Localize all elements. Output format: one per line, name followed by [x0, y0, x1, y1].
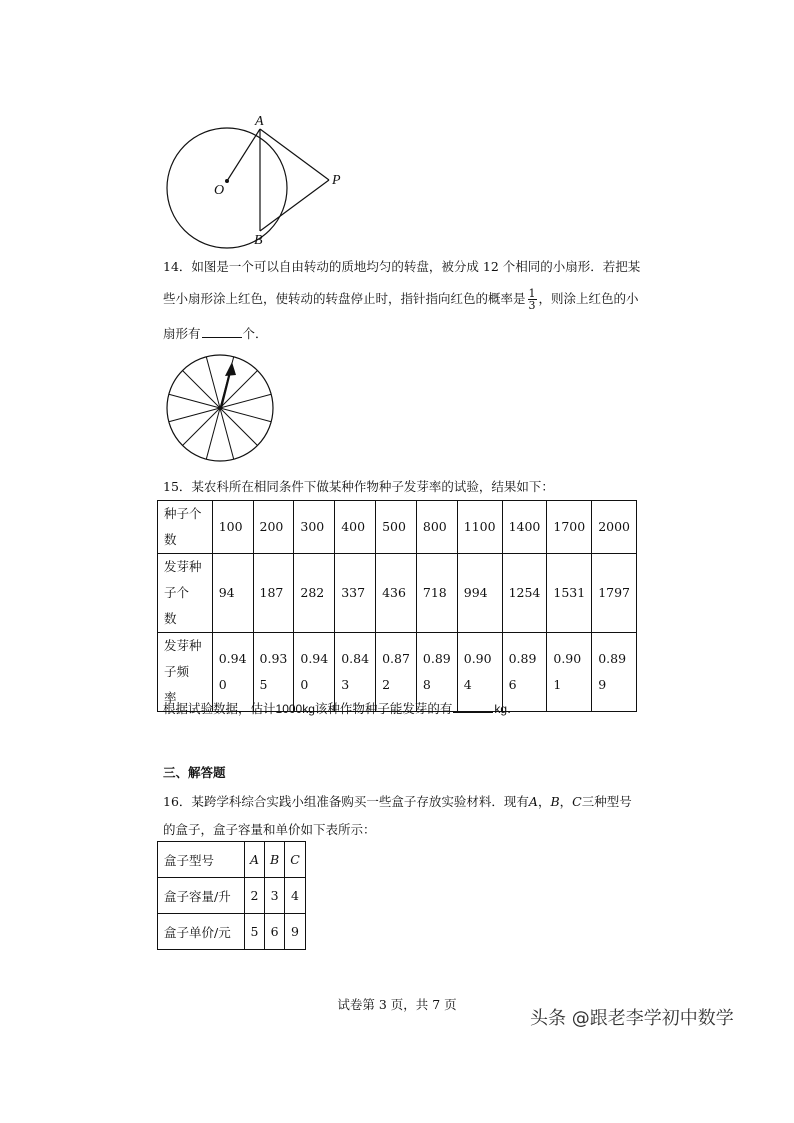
spinner-sector-lines — [169, 357, 271, 459]
q16-line2: 的盒子，盒子容量和单价如下表所示： — [163, 822, 376, 837]
q14-line3: 扇形有 个． — [163, 326, 268, 341]
table-cell: 1254 — [502, 554, 547, 633]
q14-line2: 些小扇形涂上红色，使转动的转盘停止时，指针指向红色的概率是 $\frac{1}{3}$ ，则涂上红色的小 — [163, 287, 639, 312]
row-header: 盒子型号 — [158, 842, 245, 878]
table-cell: 300 — [294, 501, 335, 554]
spinner-sector-line — [206, 408, 220, 459]
table-cell: A — [245, 842, 265, 878]
table-cell: 0.94 0 — [294, 633, 335, 712]
table-row — [158, 501, 637, 554]
spinner-sector-line — [206, 357, 220, 408]
table-cell: 2000 — [592, 501, 637, 554]
table-cell: 400 — [335, 501, 376, 554]
table-cell: 1400 — [502, 501, 547, 554]
table-cell: 3 — [265, 878, 285, 914]
table-cell: 718 — [416, 554, 457, 633]
table-cell: C — [285, 842, 306, 878]
table-cell: 5 — [245, 914, 265, 950]
q15-answer-blank — [453, 700, 493, 713]
table-cell: 1100 — [457, 501, 502, 554]
table-cell: 994 — [457, 554, 502, 633]
row-header: 发芽种子频 率 — [158, 633, 213, 712]
page-footer: 试卷第 3 页，共 7 页 — [337, 997, 457, 1012]
table-row — [158, 842, 306, 878]
spinner-sector-line — [220, 408, 271, 422]
label-p: P — [332, 173, 341, 188]
table-cell: 0.89 8 — [416, 633, 457, 712]
row-header: 盒子容量/升 — [158, 878, 245, 914]
row-header: 种子个数 — [158, 501, 213, 554]
spinner-sector-line — [220, 394, 271, 408]
row-header: 发芽种子个 数 — [158, 554, 213, 633]
box-table — [157, 841, 306, 950]
table-row — [158, 914, 306, 950]
tangent-pb — [260, 180, 329, 231]
table-cell: 0.90 1 — [547, 633, 592, 712]
table-cell: 6 — [265, 914, 285, 950]
section-title: 三、解答题 — [163, 765, 226, 780]
q14-answer-blank — [202, 325, 242, 338]
spinner-sector-line — [169, 408, 220, 422]
table-cell: 94 — [212, 554, 253, 633]
spinner-sector-line — [220, 408, 234, 459]
spinner-sector-line — [183, 408, 220, 445]
table-cell: 0.93 5 — [253, 633, 294, 712]
table-cell: 500 — [376, 501, 417, 554]
watermark: 头条 @跟老李学初中数学 — [530, 1008, 734, 1029]
circle-o — [167, 128, 287, 248]
table-cell: 800 — [416, 501, 457, 554]
label-a: A — [255, 114, 264, 129]
tangent-pa — [260, 129, 329, 180]
radius-oa — [227, 129, 260, 181]
table-cell: 1797 — [592, 554, 637, 633]
spinner-sector-line — [183, 371, 220, 408]
q15-question: 根据试验数据，估计1000kg该种作物种子能发芽的有 kg. — [163, 701, 512, 716]
table-cell: 200 — [253, 501, 294, 554]
probability-fraction: $\frac{1}{3}$ — [528, 287, 536, 312]
circle-tangent-figure — [150, 108, 370, 253]
table-cell: 0.84 3 — [335, 633, 376, 712]
table-cell: 187 — [253, 554, 294, 633]
table-cell: 1700 — [547, 501, 592, 554]
spinner-sector-line — [220, 408, 257, 445]
spinner-figure — [164, 352, 278, 466]
table-cell: 1531 — [547, 554, 592, 633]
q16-line1: 16．某跨学科综合实践小组准备购买一些盒子存放实验材料．现有A，B，C三种型号 — [163, 794, 632, 809]
table-cell: 100 — [212, 501, 253, 554]
table-cell: 0.94 0 — [212, 633, 253, 712]
row-header: 盒子单价/元 — [158, 914, 245, 950]
q15-intro: 15．某农科所在相同条件下做某种作物种子发芽率的试验，结果如下： — [163, 479, 554, 494]
spinner-sector-line — [169, 394, 220, 408]
table-cell: B — [265, 842, 285, 878]
table-row — [158, 554, 637, 633]
pointer-arrowhead-icon — [225, 362, 236, 376]
table-cell: 436 — [376, 554, 417, 633]
table-cell: 337 — [335, 554, 376, 633]
label-b: B — [254, 233, 263, 248]
table-cell: 282 — [294, 554, 335, 633]
table-cell: 0.87 2 — [376, 633, 417, 712]
table-cell: 4 — [285, 878, 306, 914]
germination-table — [157, 500, 637, 712]
q14-line1: 14．如图是一个可以自由转动的质地均匀的转盘，被分成 12 个相同的小扇形．若把某 — [163, 259, 641, 274]
table-row — [158, 878, 306, 914]
table-cell: 0.89 9 — [592, 633, 637, 712]
table-cell: 0.89 6 — [502, 633, 547, 712]
label-o: O — [214, 183, 225, 198]
table-cell: 2 — [245, 878, 265, 914]
table-cell: 9 — [285, 914, 306, 950]
center-point — [225, 179, 229, 183]
table-cell: 0.90 4 — [457, 633, 502, 712]
